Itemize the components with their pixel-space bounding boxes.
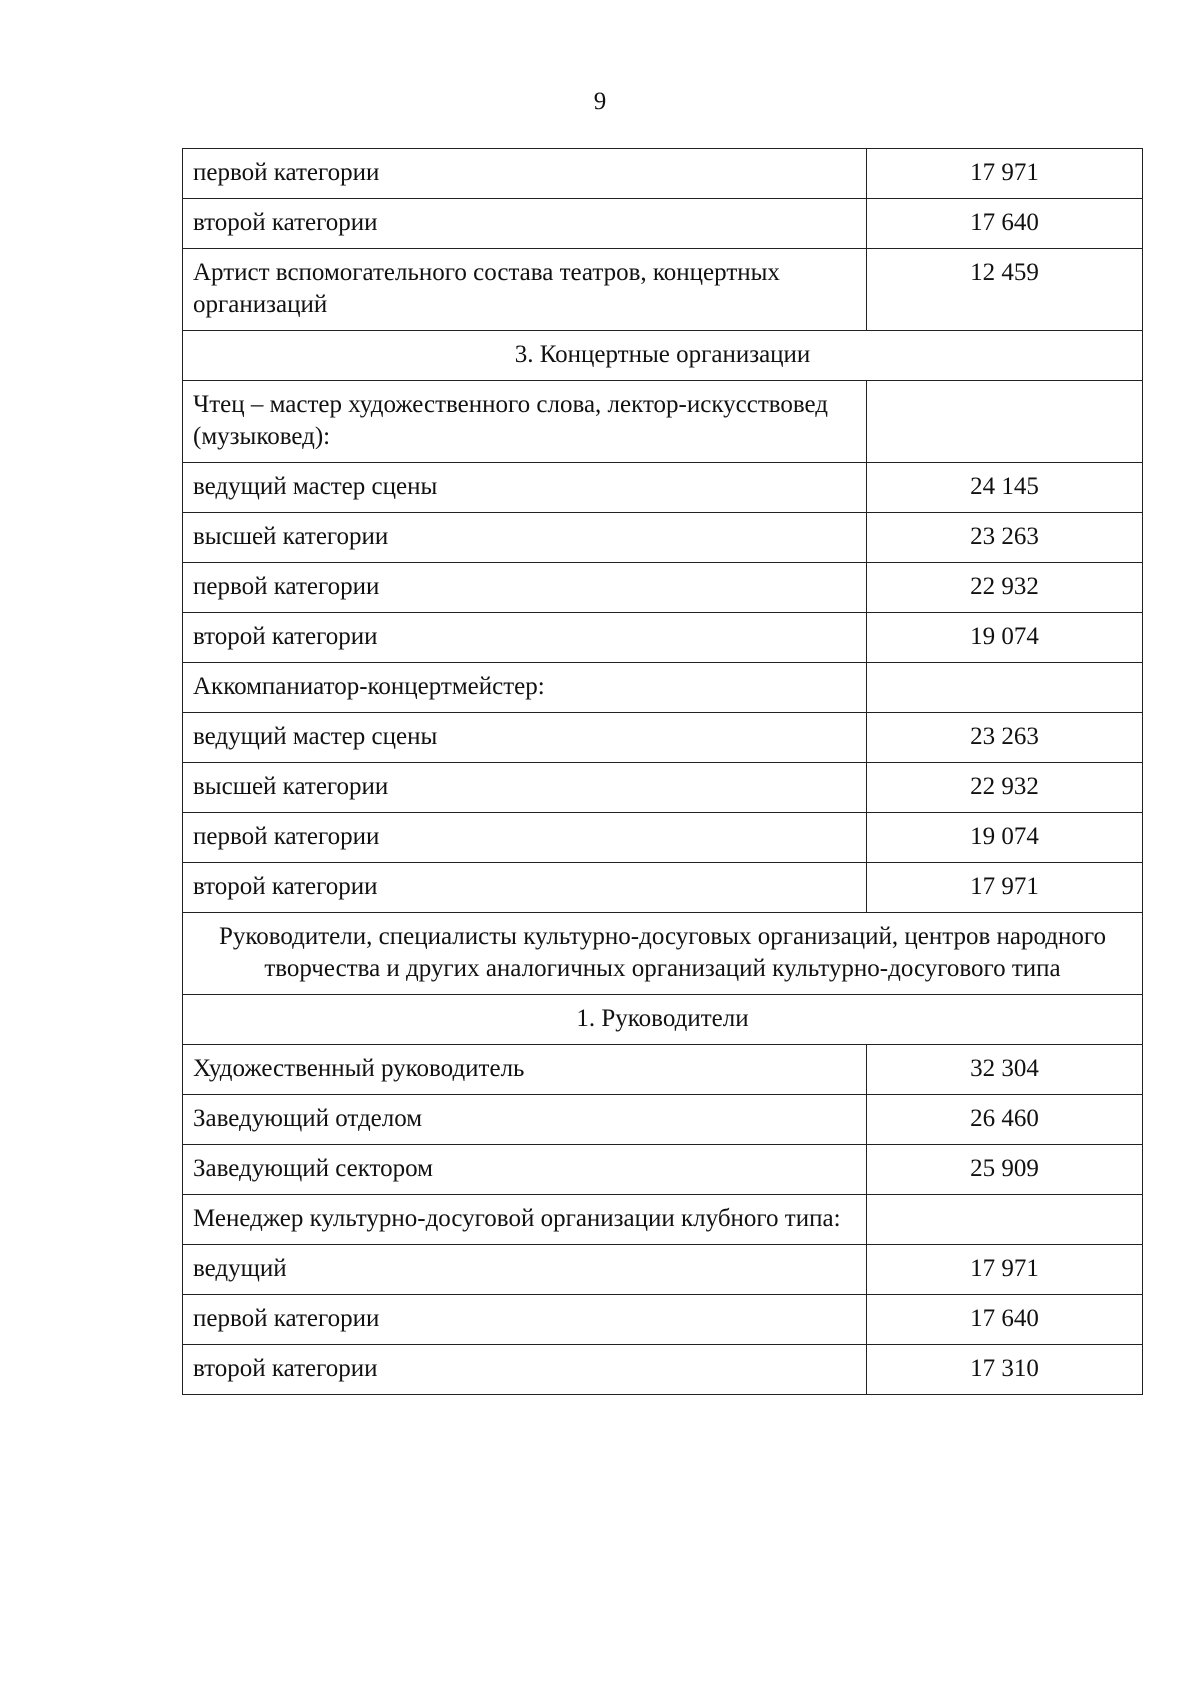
- salary-value: 32 304: [867, 1045, 1143, 1095]
- position-label: второй категории: [183, 863, 867, 913]
- table-row: [183, 1145, 1143, 1195]
- table-row: [183, 713, 1143, 763]
- position-label: высшей категории: [183, 513, 867, 563]
- table-row: [183, 663, 1143, 713]
- salary-value: 17 971: [867, 1245, 1143, 1295]
- table-row: [183, 613, 1143, 663]
- position-label: Художественный руководитель: [183, 1045, 867, 1095]
- salary-value: 17 640: [867, 199, 1143, 249]
- section-header-row: [183, 995, 1143, 1045]
- salary-value: 17 971: [867, 149, 1143, 199]
- position-label: второй категории: [183, 1345, 867, 1395]
- salary-table-body: [183, 149, 1143, 1395]
- table-row: [183, 1045, 1143, 1095]
- table-row: [183, 513, 1143, 563]
- salary-value: 26 460: [867, 1095, 1143, 1145]
- position-label: Чтец – мастер художественного слова, лектор-искусствовед (музыковед):: [183, 381, 867, 463]
- position-label: первой категории: [183, 813, 867, 863]
- section-header-row: [183, 913, 1143, 995]
- section-title: Руководители, специалисты культурно-досуговых организаций, центров народного творчества и других аналогичных организаций культурно-досугового типа: [183, 913, 1143, 995]
- salary-table: [182, 148, 1143, 1395]
- salary-value: 22 932: [867, 563, 1143, 613]
- salary-value: [867, 663, 1143, 713]
- salary-value: 17 971: [867, 863, 1143, 913]
- salary-value: [867, 381, 1143, 463]
- table-row: [183, 1095, 1143, 1145]
- position-label: первой категории: [183, 1295, 867, 1345]
- position-label: первой категории: [183, 149, 867, 199]
- section-header-row: [183, 331, 1143, 381]
- salary-value: 17 640: [867, 1295, 1143, 1345]
- position-label: первой категории: [183, 563, 867, 613]
- position-label: второй категории: [183, 613, 867, 663]
- table-row: [183, 1195, 1143, 1245]
- table-row: [183, 863, 1143, 913]
- position-label: высшей категории: [183, 763, 867, 813]
- table-row: [183, 149, 1143, 199]
- salary-value: 22 932: [867, 763, 1143, 813]
- salary-value: 17 310: [867, 1345, 1143, 1395]
- section-title: 3. Концертные организации: [183, 331, 1143, 381]
- position-label: Артист вспомогательного состава театров, концертных организаций: [183, 249, 867, 331]
- salary-value: 23 263: [867, 713, 1143, 763]
- position-label: ведущий мастер сцены: [183, 713, 867, 763]
- salary-value: 19 074: [867, 813, 1143, 863]
- table-row: [183, 563, 1143, 613]
- section-title: 1. Руководители: [183, 995, 1143, 1045]
- table-row: [183, 463, 1143, 513]
- table-row: [183, 1295, 1143, 1345]
- salary-value: 12 459: [867, 249, 1143, 331]
- table-row: [183, 199, 1143, 249]
- page-number: 9: [593, 88, 607, 115]
- salary-value: 19 074: [867, 613, 1143, 663]
- position-label: Заведующий отделом: [183, 1095, 867, 1145]
- position-label: ведущий: [183, 1245, 867, 1295]
- table-row: [183, 763, 1143, 813]
- table-row: [183, 1245, 1143, 1295]
- table-row: [183, 813, 1143, 863]
- salary-value: 24 145: [867, 463, 1143, 513]
- salary-value: 23 263: [867, 513, 1143, 563]
- table-row: [183, 249, 1143, 331]
- position-label: ведущий мастер сцены: [183, 463, 867, 513]
- position-label: Менеджер культурно-досуговой организации клубного типа:: [183, 1195, 867, 1245]
- position-label: второй категории: [183, 199, 867, 249]
- table-row: [183, 381, 1143, 463]
- table-row: [183, 1345, 1143, 1395]
- position-label: Заведующий сектором: [183, 1145, 867, 1195]
- position-label: Аккомпаниатор-концертмейстер:: [183, 663, 867, 713]
- salary-value: [867, 1195, 1143, 1245]
- salary-value: 25 909: [867, 1145, 1143, 1195]
